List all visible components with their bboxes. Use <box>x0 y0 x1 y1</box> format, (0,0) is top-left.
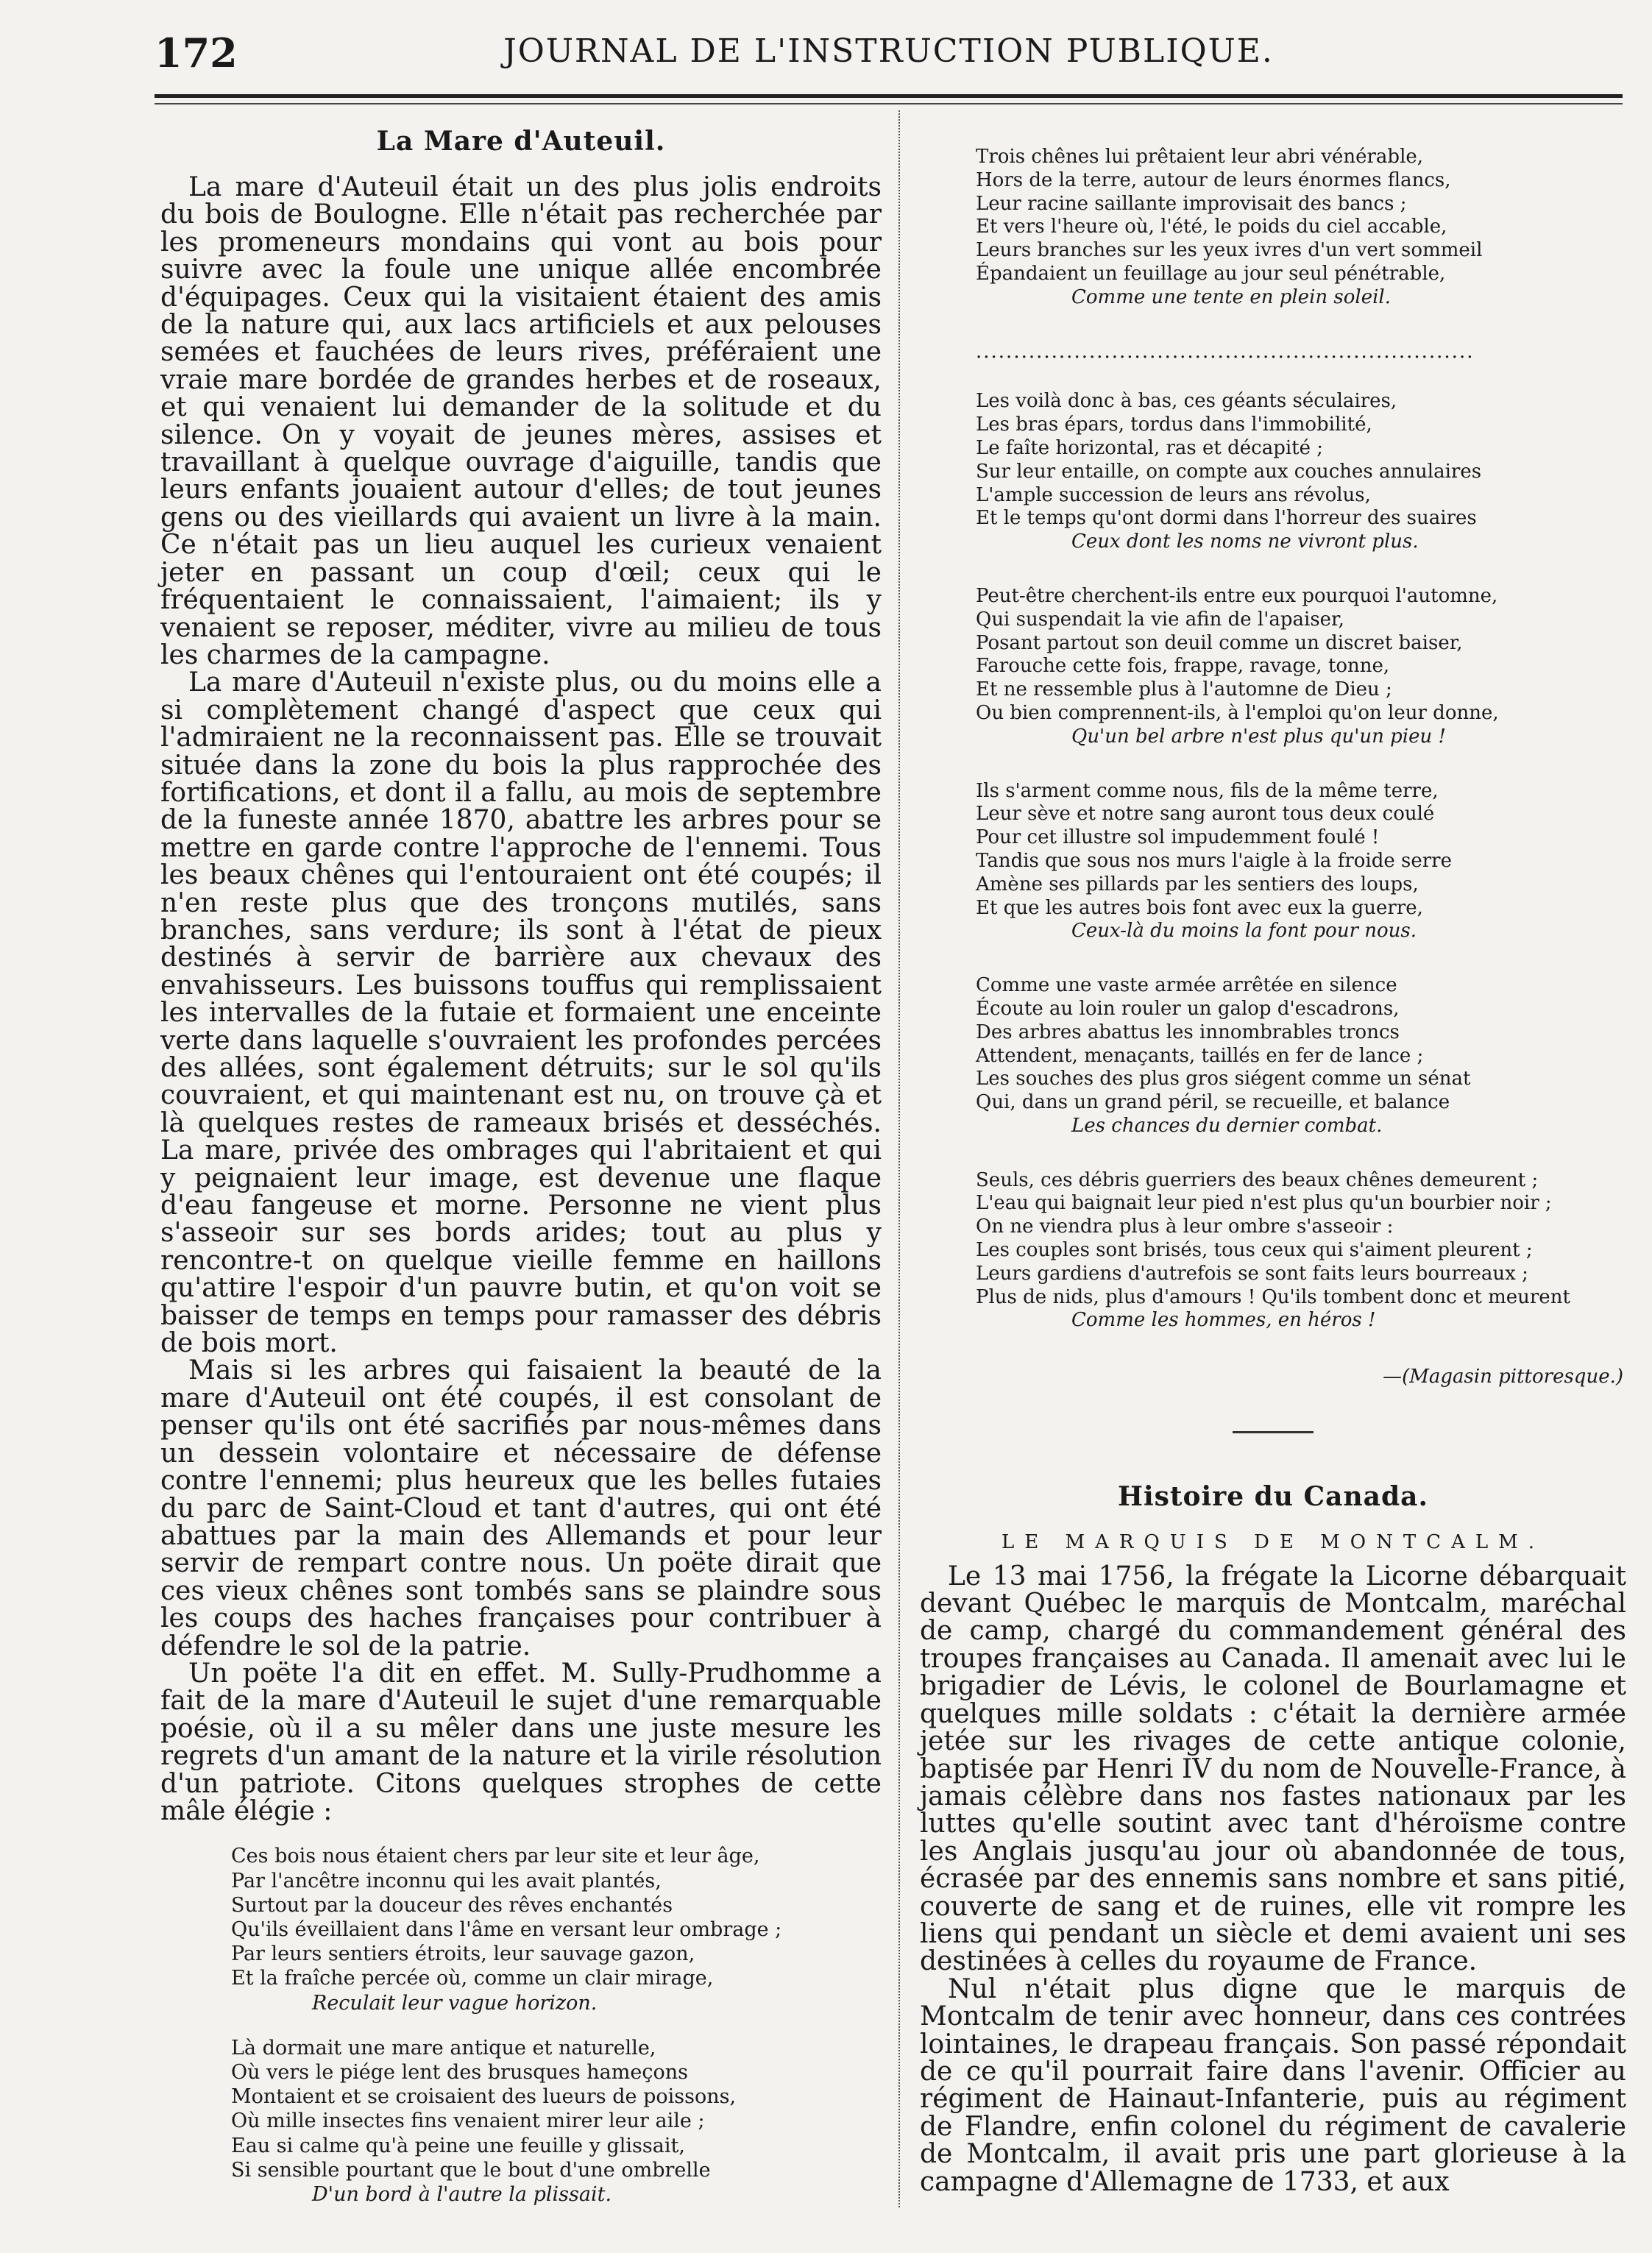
stanza <box>976 146 1626 310</box>
refrain: Ceux-là du moins la font pour nous. <box>1071 920 1417 943</box>
verse: Qui suspendait la vie afin de l'apaiser, <box>976 608 1344 631</box>
refrain: D'un bord à l'autre la plissait. <box>312 2183 612 2207</box>
paragraph: La mare d'Auteuil était un des plus jolis endroits du bois de Boulogne. Elle n'était pas recherchée par les promeneurs mondains qui vont au bois pour suivre avec la foule une unique allée encombrée d'équipages. Ceux qui la visitaient étaient des amis de la nature qui, aux lacs artificiels et aux pelouses semées et fauchées de leurs rives, préféraient une vraie mare bordée de grandes herbes et de roseaux, et qui venaient lui demander de la solitude et du silence. On y voyait de jeunes mères, assises et travaillant à quelque ouvrage d'aiguille, tandis que leurs enfants jouaient autour d'elles; de tout jeunes gens ou des vieillards qui avaient un livre à la main. Ce n'était pas un lieu auquel les curieux venaient jeter en passant un coup d'œil; ceux qui le fréquentaient le connaissaient, l'aimaient; ils y venaient se reposer, méditer, vivre au milieu de tous les charmes de la campagne. <box>160 172 882 670</box>
stanza <box>231 2036 882 2207</box>
refrain: Ceux dont les noms ne vivront plus. <box>1071 531 1419 553</box>
verse: L'eau qui baignait leur pied n'est plus qu'un bourbier noir ; <box>976 1192 1552 1215</box>
right-column <box>920 127 1626 2196</box>
verse: Les bras épars, tordus dans l'immobilité, <box>976 414 1372 436</box>
section-divider <box>1233 1431 1314 1433</box>
verse: Attendent, menaçants, taillés en fer de lance ; <box>976 1044 1424 1067</box>
poem-left <box>231 1844 882 2207</box>
verse: Amène ses pillards par les sentiers des loups, <box>976 873 1419 895</box>
verse: Les couples sont brisés, tous ceux qui s'aiment pleurent ; <box>976 1239 1533 1262</box>
stanza <box>976 1169 1626 1333</box>
verse: Surtout par la douceur des rêves enchantés <box>231 1893 673 1917</box>
verse: Et la fraîche percée où, comme un clair mirage, <box>231 1967 714 1990</box>
paragraph: Le 13 mai 1756, la frégate la Licorne débarquait devant Québec le marquis de Montcalm, maréchal de camp, chargé du commandement général des troupes françaises au Canada. Il amenait avec lui le brigadier de Lévis, le colonel de Bourlamagne et quelques mille soldats : c'était la dernière armée jetée sur les rivages de cette antique colonie, baptisée par Henri IV du nom de Nouvelle-France, à jamais célèbre dans nos fastes nationaux par les luttes qu'elle soutint avec tant d'héroïsme contre les Anglais jusqu'au jour où abandonnée de tous, écrasée par des ennemis sans nombre et sans pitié, couverte de sang et de ruines, elle vit rompre les liens qui pendant un siècle et demi avaient uni ses destinées à celles du royaume de France. <box>920 1561 1626 1977</box>
paragraph: Mais si les arbres qui faisaient la beauté de la mare d'Auteuil ont été coupés, il est consolant de penser qu'ils ont été sacrifiés par nous-mêmes dans un dessein volontaire et nécessaire de défense contre l'ennemi; plus heureux que les belles futaies du parc de Saint-Cloud et tant d'autres, qui ont été abattues par la main des Allemands et pour leur servir de rempart contre nous. Un poëte dirait que ces vieux chênes sont tombés sans se plaindre sous les coups des haches françaises pour contribuer à défendre le sol de la patrie. <box>160 1355 882 1661</box>
stanza <box>976 974 1626 1138</box>
verse: Les souches des plus gros siégent comme un sénat <box>976 1068 1471 1090</box>
verse: Trois chênes lui prêtaient leur abri vénérable, <box>976 146 1424 168</box>
paragraph: Nul n'était plus digne que le marquis de Montcalm de tenir avec honneur, dans ces contrées lointaines, le drapeau français. Son passé répondait de ce qu'il pourrait faire dans l'avenir. Officier au régiment de Hainaut-Infanterie, puis au régiment de Flandre, enfin colonel du régiment de cavalerie de Montcalm, il avait pris une part glorieuse à la campagne d'Allemagne de 1733, et aux <box>920 1973 1626 2197</box>
verse: Et ne ressemble plus à l'automne de Dieu ; <box>976 678 1392 701</box>
verse: Hors de la terre, autour de leurs énormes flancs, <box>976 168 1451 191</box>
article-title: La Mare d'Auteuil. <box>376 126 666 157</box>
verse: Le faîte horizontal, ras et décapité ; <box>976 436 1324 459</box>
verse: Sur leur entaille, on compte aux couches annulaires <box>976 460 1482 483</box>
verse: Eau si calme qu'à peine une feuille y glissait, <box>231 2134 685 2157</box>
stanza <box>231 1844 882 2015</box>
ellipsis-separator: .................................................................. <box>976 340 1475 363</box>
page-number: 172 <box>155 29 238 77</box>
poem-right <box>976 146 1626 1333</box>
paragraph: Un poëte l'a dit en effet. M. Sully-Prudhomme a fait de la mare d'Auteuil le sujet d'une remarquable poésie, où il a su mêler dans une juste mesure les regrets d'un amant de la nature et la virile résolution d'un patriote. Citons quelques strophes de cette mâle élégie : <box>160 1658 882 1826</box>
verse: Plus de nids, plus d'amours ! Qu'ils tombent donc et meurent <box>976 1285 1570 1308</box>
verse: Leur racine saillante improvisait des bancs ; <box>976 192 1407 215</box>
header-rule-thin <box>155 103 1623 104</box>
verse: Tandis que sous nos murs l'aigle à la froide serre <box>976 849 1452 872</box>
verse: Où vers le piége lent des brusques hameçons <box>231 2061 688 2084</box>
verse: Peut-être cherchent-ils entre eux pourquoi l'automne, <box>976 584 1498 607</box>
verse: Où mille insectes fins venaient mirer leur aile ; <box>231 2110 705 2133</box>
verse: Par l'ancêtre inconnu qui les avait plantés, <box>231 1869 662 1892</box>
verse: Des arbres abattus les innombrables troncs <box>976 1021 1400 1043</box>
verse: L'ample succession de leurs ans révolus, <box>976 483 1371 506</box>
left-column <box>160 124 882 2227</box>
stanza <box>976 780 1626 944</box>
source-citation: —(Magasin pittoresque.) <box>1383 1366 1623 1388</box>
verse: Qui, dans un grand péril, se recueille, et balance <box>976 1091 1450 1114</box>
refrain: Comme une tente en plein soleil. <box>1071 285 1391 308</box>
paragraph: La mare d'Auteuil n'existe plus, ou du moins elle a si complètement changé d'aspect que ceux qui l'admiraient ne la reconnaissent pas. Elle se trouvait située dans la zone du bois la plus rapprochée des fortifications, et dont il a fallu, au mois de septembre de la funeste année 1870, abattre les arbres pour se mettre en garde contre l'approche de l'ennemi. Tous les beaux chênes qui l'entouraient ont été coupés; il n'en reste plus que des tronçons mutilés, sans branches, sans verdure; ils sont à l'état de pieux destinés à servir de barrière aux chevaux des envahisseurs. Les buissons touffus qui remplissaient les intervalles de la futaie et formaient une enceinte verte dans laquelle s'ouvraient les profondes percées des allées, sont également détruits; sur le sol qu'ils couvraient, et qui maintenant est nu, on trouve çà et là quelques restes de rameaux brisés et desséchés. La mare, privée des ombrages qui l'abritaient et qui y peignaient leur image, est devenue une flaque d'eau fangeuse et morne. Personne ne vient plus s'asseoir sur ses bords arides; tout au plus y rencontre-t on quelque vieille femme en haillons qu'attire l'espoir d'un pauvre butin, et qu'on voit se baisser de temps en temps pour ramasser des débris de bois mort. <box>160 667 882 1359</box>
verse: Les voilà donc à bas, ces géants séculaires, <box>976 390 1397 413</box>
verse: Ces bois nous étaient chers par leur site et leur âge, <box>231 1845 760 1868</box>
verse: Comme une vaste armée arrêtée en silence <box>976 974 1397 997</box>
verse: Seuls, ces débris guerriers des beaux chênes demeurent ; <box>976 1168 1539 1191</box>
verse: Leur sève et notre sang auront tous deux coulé <box>976 803 1435 826</box>
verse: Par leurs sentiers étroits, leur sauvage gazon, <box>231 1942 695 1966</box>
verse: Qu'ils éveillaient dans l'âme en versant leur ombrage ; <box>231 1917 782 1941</box>
verse: Là dormait une mare antique et naturelle, <box>231 2036 656 2059</box>
verse: On ne viendra plus à leur ombre s'asseoir : <box>976 1216 1394 1238</box>
verse: Ils s'arment comme nous, fils de la même terre, <box>976 779 1439 802</box>
verse: Ou bien comprennent-ils, à l'emploi qu'on leur donne, <box>976 701 1499 724</box>
article-title: Histoire du Canada. <box>1117 1480 1429 1512</box>
verse: Et le temps qu'ont dormi dans l'horreur des suaires <box>976 507 1477 530</box>
verse: Écoute au loin rouler un galop d'escadrons, <box>976 997 1400 1020</box>
article-subtitle: LE MARQUIS DE MONTCALM. <box>1002 1530 1545 1553</box>
page-header <box>155 29 1623 88</box>
verse: Leurs branches sur les yeux ivres d'un vert sommeil <box>976 239 1483 262</box>
refrain: Comme les hommes, en héros ! <box>1071 1309 1376 1332</box>
running-title: JOURNAL DE L'INSTRUCTION PUBLIQUE. <box>503 32 1274 70</box>
header-rule-thick <box>155 94 1623 98</box>
refrain: Reculait leur vague horizon. <box>312 1991 598 2015</box>
verse: Épandaient un feuillage au jour seul pénétrable, <box>976 262 1446 285</box>
stanza <box>976 390 1626 554</box>
column-separator <box>898 110 900 2207</box>
verse: Et vers l'heure où, l'été, le poids du ciel accable, <box>976 216 1447 238</box>
verse: Si sensible pourtant que le bout d'une ombrelle <box>231 2158 711 2182</box>
verse: Montaient et se croisaient des lueurs de poissons, <box>231 2085 737 2109</box>
verse: Posant partout son deuil comme un discret baiser, <box>976 631 1463 654</box>
refrain: Les chances du dernier combat. <box>1071 1114 1383 1137</box>
verse: Farouche cette fois, frappe, ravage, tonne, <box>976 655 1390 678</box>
stanza <box>976 585 1626 749</box>
verse: Et que les autres bois font avec eux la guerre, <box>976 896 1423 919</box>
refrain: Qu'un bel arbre n'est plus qu'un pieu ! <box>1071 725 1446 748</box>
verse: Leurs gardiens d'autrefois se sont faits leurs bourreaux ; <box>976 1262 1528 1285</box>
verse: Pour cet illustre sol impudemment foulé ! <box>976 826 1380 849</box>
